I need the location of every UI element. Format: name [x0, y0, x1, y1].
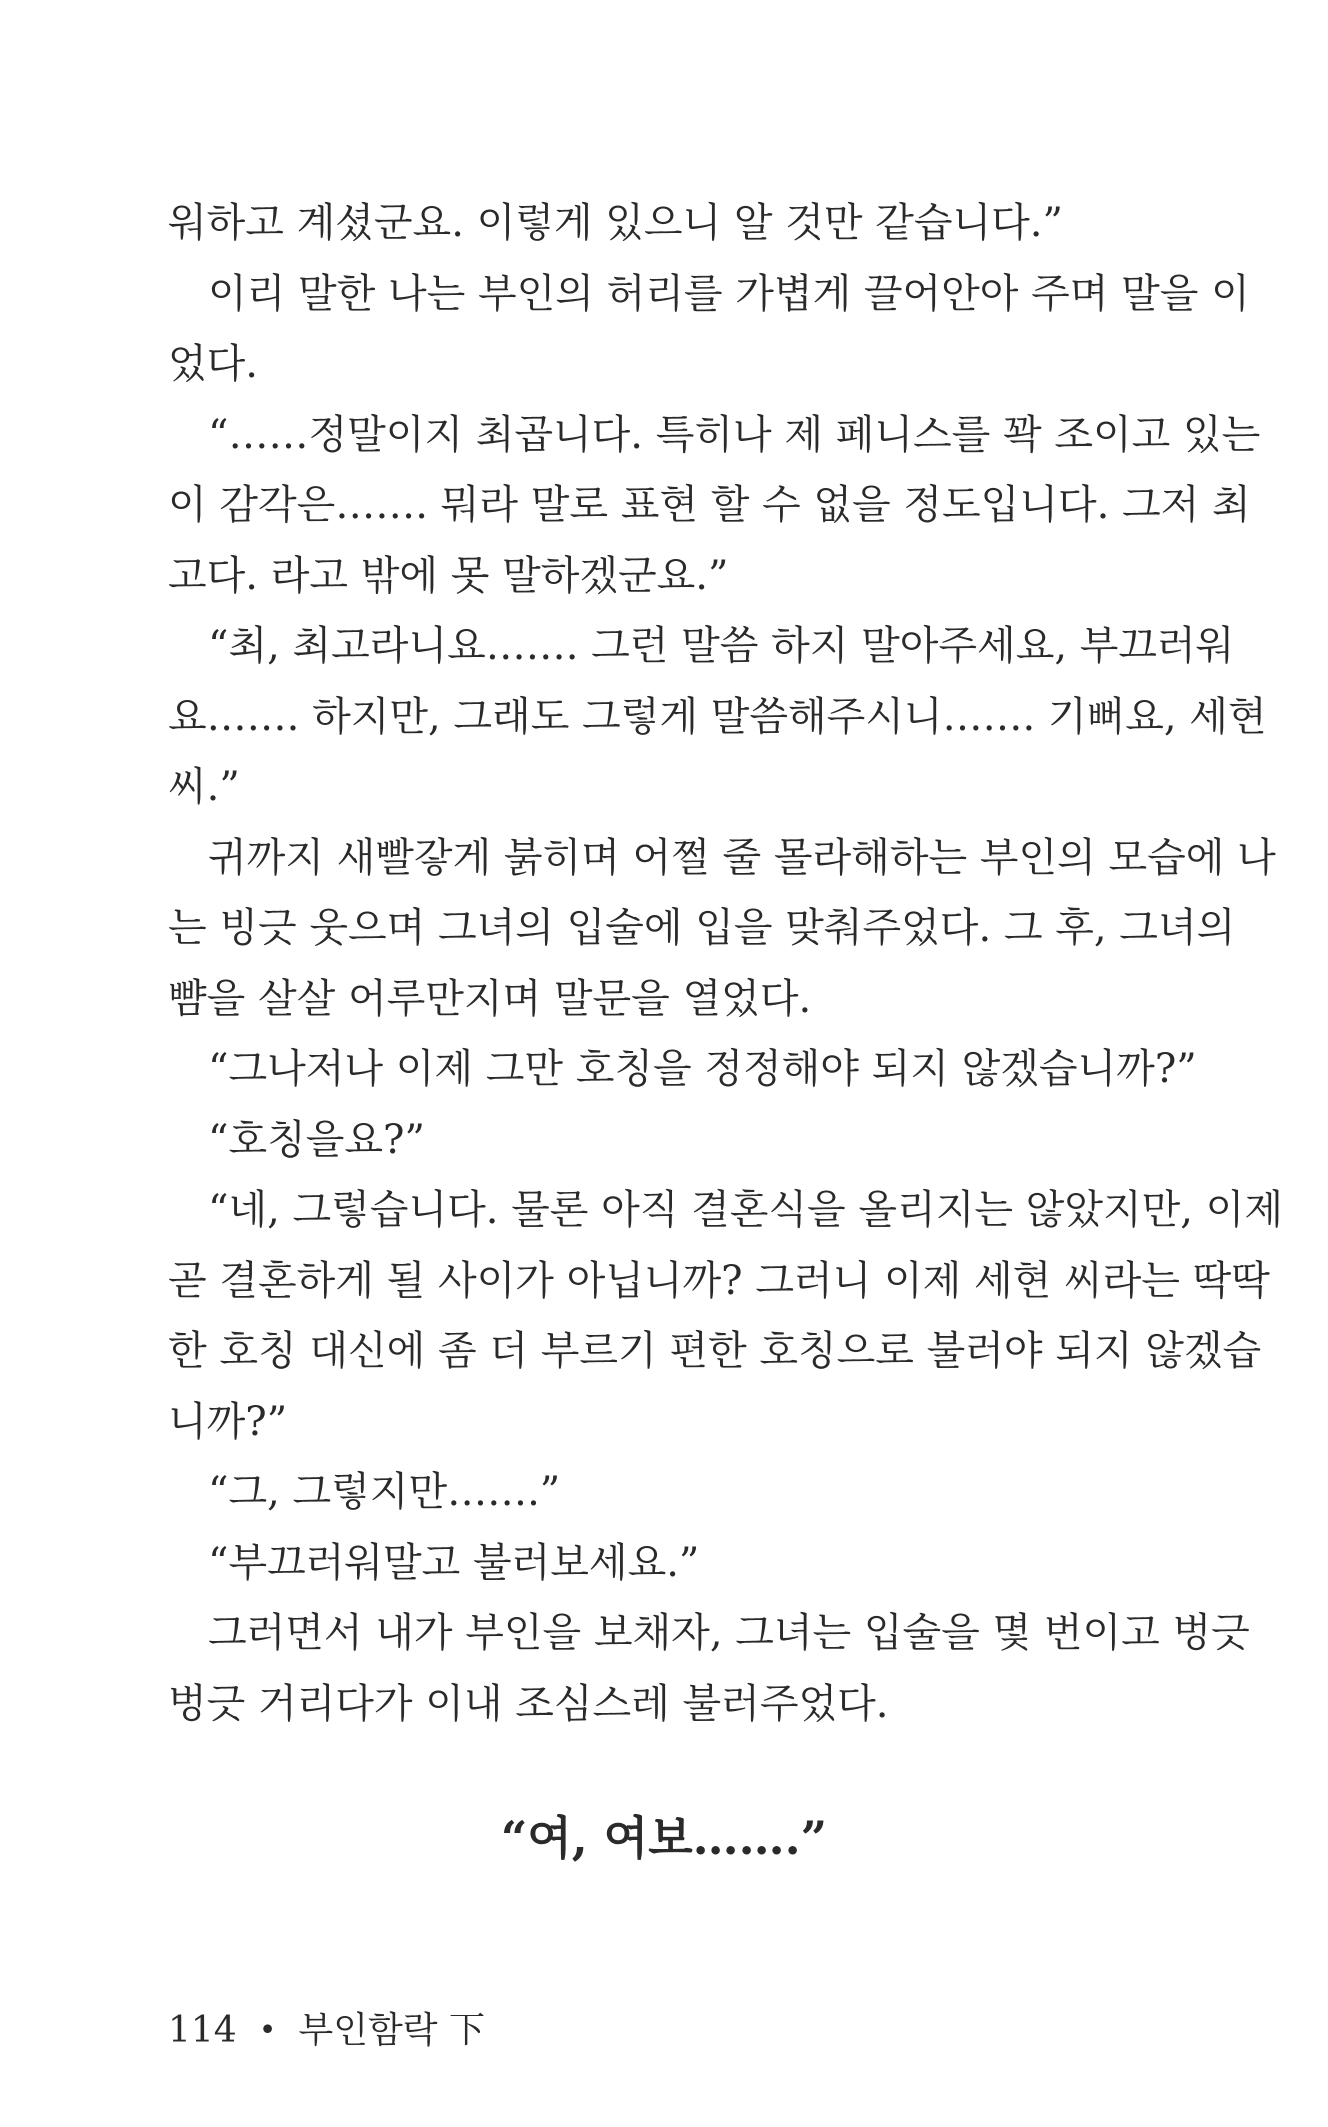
- text-line: 었다.: [168, 341, 258, 387]
- text-line: 귀까지 새빨갛게 붉히며 어쩔 줄 몰라해하는 부인의 모습에 나: [208, 834, 1276, 881]
- text-line: 그러면서 내가 부인을 보채자, 그녀는 입술을 몇 번이고 벙긋: [208, 1610, 1250, 1656]
- text-line: 니까?”: [168, 1398, 288, 1445]
- page-number: 114: [168, 2010, 237, 2051]
- text-line: “부끄러워말고 불러보세요.”: [208, 1539, 700, 1586]
- text-line: 한 호칭 대신에 좀 더 부르기 편한 호칭으로 불러야 되지 않겠습: [168, 1328, 1262, 1374]
- text-line: 벙긋 거리다가 이내 조심스레 불러주었다.: [168, 1680, 889, 1727]
- book-title: 부인함락 下: [298, 2010, 485, 2051]
- text-line: 씨.”: [168, 764, 240, 810]
- text-line: “그나저나 이제 그만 호칭을 정정해야 되지 않겠습니까?”: [208, 1046, 1197, 1092]
- text-line: 뺨을 살살 어루만지며 말문을 열었다.: [168, 975, 812, 1022]
- text-line: “그, 그렇지만…….”: [208, 1469, 561, 1515]
- text-line: 곧 결혼하게 될 사이가 아닙니까? 그러니 이제 세현 씨라는 딱딱: [168, 1257, 1270, 1304]
- emphasized-dialogue: “여, 여보…….”: [500, 1811, 828, 1865]
- text-line: “최, 최고라니요……. 그런 말씀 하지 말아주세요, 부끄러워: [208, 623, 1235, 669]
- text-line: “호칭을요?”: [208, 1116, 425, 1163]
- page-footer: [168, 2006, 485, 2056]
- text-line: 는 빙긋 웃으며 그녀의 입술에 입을 맞춰주었다. 그 후, 그녀의: [168, 905, 1236, 951]
- text-line: 요……. 하지만, 그래도 그렇게 말씀해주시니……. 기뻐요, 세현: [168, 693, 1267, 740]
- bullet-separator: •: [258, 2013, 277, 2048]
- text-line: 이리 말한 나는 부인의 허리를 가볍게 끌어안아 주며 말을 이: [208, 270, 1250, 317]
- text-line: 이 감각은……. 뭐라 말로 표현 할 수 없을 정도입니다. 그저 최: [168, 482, 1251, 528]
- text-line: “네, 그렇습니다. 물론 아직 결혼식을 올리지는 않았지만, 이제: [208, 1187, 1283, 1233]
- text-line: 워하고 계셨군요. 이렇게 있으니 알 것만 같습니다.”: [168, 200, 1063, 246]
- body-text: [168, 188, 1283, 1739]
- text-line: 고다. 라고 밖에 못 말하겠군요.”: [168, 552, 729, 599]
- text-line: “……정말이지 최곱니다. 특히나 제 페니스를 꽉 조이고 있는: [208, 411, 1261, 458]
